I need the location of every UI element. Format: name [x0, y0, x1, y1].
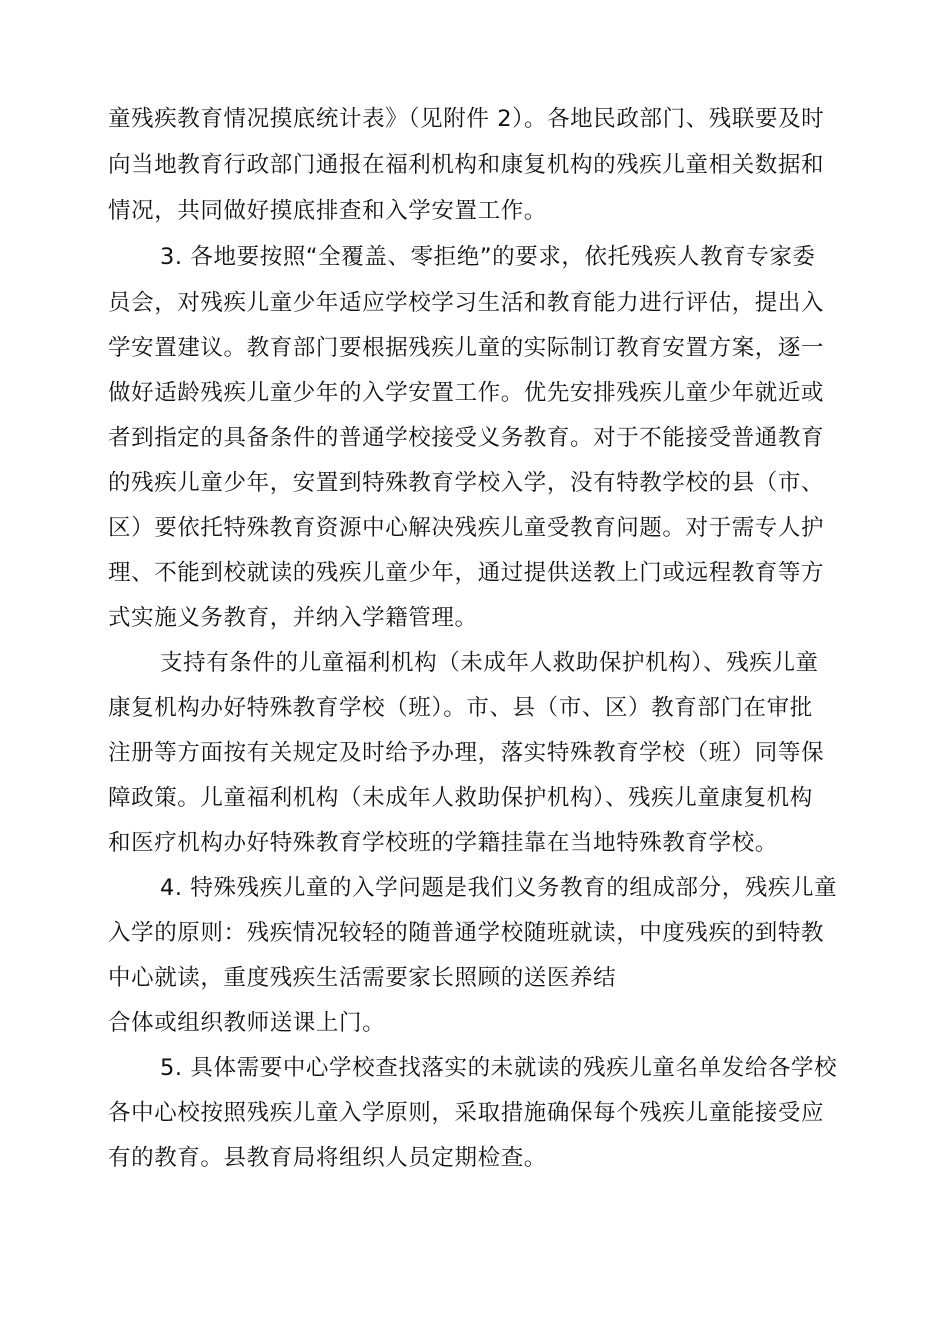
text-line: 做好适龄残疾儿童少年的入学安置工作。优先安排残疾儿童少年就近或	[108, 380, 825, 406]
text-line: 各中心校按照残疾儿童入学原则，采取措施确保每个残疾儿童能接受应	[108, 1100, 825, 1126]
text-line: 合体或组织教师送课上门。	[108, 1010, 386, 1036]
text-line: 有的教育。县教育局将组织人员定期检查。	[108, 1145, 547, 1171]
text-line: 入学的原则：残疾情况较轻的随普通学校随班就读，中度残疾的到特教	[108, 920, 825, 946]
text-line: 4. 特殊残疾儿童的入学问题是我们义务教育的组成部分，残疾儿童	[160, 875, 838, 901]
text-line: 情况，共同做好摸底排查和入学安置工作。	[108, 198, 547, 224]
text-line: 的残疾儿童少年，安置到特殊教育学校入学，没有特教学校的县（市、	[108, 470, 825, 496]
text-line: 3. 各地要按照“全覆盖、零拒绝”的要求，依托残疾人教育专家委	[160, 244, 816, 270]
text-line: 5. 具体需要中心学校查找落实的未就读的残疾儿童名单发给各学校	[160, 1055, 838, 1081]
text-line: 区）要依托特殊教育资源中心解决残疾儿童受教育问题。对于需专人护	[108, 515, 825, 541]
text-line: 注册等方面按有关规定及时给予办理，落实特殊教育学校（班）同等保	[108, 740, 825, 766]
text-line: 和医疗机构办好特殊教育学校班的学籍挂靠在当地特殊教育学校。	[108, 830, 778, 856]
text-line: 支持有条件的儿童福利机构（未成年人救助保护机构）、残疾儿童	[160, 650, 819, 676]
text-line: 中心就读，重度残疾生活需要家长照顾的送医养结	[108, 965, 617, 991]
text-line: 童残疾教育情况摸底统计表》（见附件 2）。各地民政部门、残联要及时	[108, 106, 825, 132]
text-line: 康复机构办好特殊教育学校（班）。市、县（市、区）教育部门在审批	[108, 695, 813, 721]
text-line: 者到指定的具备条件的普通学校接受义务教育。对于不能接受普通教育	[108, 425, 825, 451]
text-line: 向当地教育行政部门通报在福利机构和康复机构的残疾儿童相关数据和	[108, 152, 825, 178]
text-line: 式实施义务教育，并纳入学籍管理。	[108, 605, 478, 631]
text-line: 障政策。儿童福利机构（未成年人救助保护机构）、残疾儿童康复机构	[108, 785, 813, 811]
text-line: 员会，对残疾儿童少年适应学校学习生活和教育能力进行评估，提出入	[108, 290, 825, 316]
text-line: 学安置建议。教育部门要根据残疾儿童的实际制订教育安置方案，逐一	[108, 335, 825, 361]
text-line: 理、不能到校就读的残疾儿童少年，通过提供送教上门或远程教育等方	[108, 560, 825, 586]
